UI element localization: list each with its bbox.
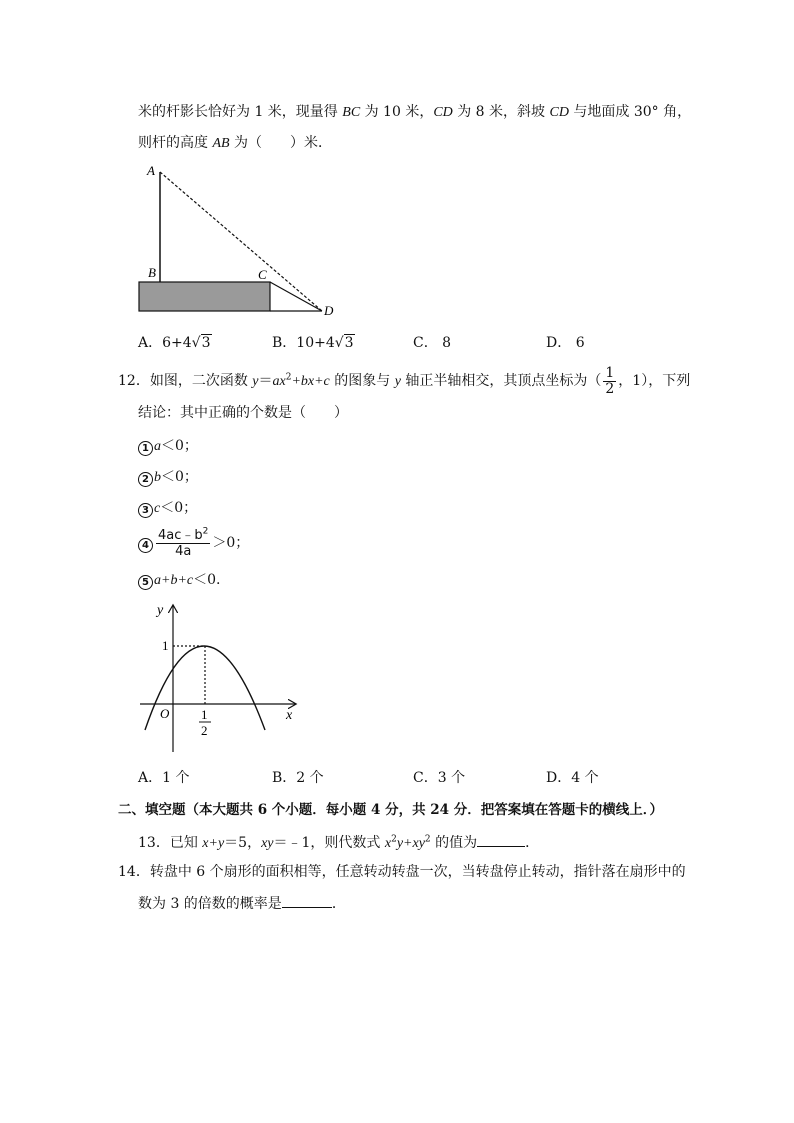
label-b: B	[148, 265, 156, 280]
question-number: 12．	[118, 373, 150, 389]
question-number: 14．	[118, 864, 150, 880]
choice-a[interactable]: A．6+4√3	[138, 335, 211, 351]
y-tick-1: 1	[162, 638, 169, 653]
origin-label: O	[160, 706, 170, 721]
answer-blank[interactable]	[282, 893, 332, 908]
label-a: A	[147, 163, 155, 178]
q12-item-4: 4 $\frac{4ac﹣b^2}{4a}$ ＞0；	[138, 524, 249, 562]
y-axis-label: y	[157, 603, 164, 618]
x-axis-label: x	[286, 708, 293, 723]
vertex-x-fraction: $\frac{1}{2}$	[605, 364, 615, 397]
section-heading: 二、填空题（本大题共 6 个小题．每小题 4 分，共 24 分．把答案填在答题卡的横线上．）	[118, 802, 664, 818]
q12-item-1: 1 a＜0；	[138, 436, 198, 457]
q12-item-2: 2 b＜0；	[138, 467, 198, 488]
q12-text-line-1: 12．如图，二次函数 $y=ax^2+bx+c$ 的图象与 y 轴正半轴相交，其顶点坐标为（ $\frac{1}{2}$ ，1），下列	[118, 364, 691, 397]
q11-text-line-1: 米的杆影长恰好为 1 米，现量得 BC 为 10 米，CD 为 8 米，斜坡 CD 与地面成 30° 角，	[138, 104, 692, 120]
q12-item-3: 3 c＜0；	[138, 498, 197, 519]
sqrt-symbol: √3	[334, 335, 354, 351]
segment-bc: BC	[342, 105, 361, 120]
segment-cd: CD	[549, 105, 569, 120]
choice-c[interactable]: C．3 个	[413, 770, 466, 786]
q12-text-line-2: 结论：其中正确的个数是（ ）	[138, 405, 348, 421]
choice-d[interactable]: D． 6	[546, 335, 585, 351]
q14-text-line-1: 14．转盘中 6 个扇形的面积相等，任意转动转盘一次，当转盘停止转动，指针落在扇形中的	[118, 864, 686, 880]
item-4-fraction: $\frac{4ac﹣b^2}{4a}$	[158, 526, 209, 559]
x-tick-half-den: 2	[201, 723, 208, 738]
q12-item-5: 5 a+b+c＜0.	[138, 570, 220, 591]
sqrt-symbol: √3	[191, 335, 211, 351]
answer-blank[interactable]	[477, 832, 525, 847]
q14-text-line-2: 数为 3 的倍数的概率是 ．	[138, 893, 346, 914]
q12-parabola-graph	[135, 600, 305, 760]
question-number: 13．	[138, 835, 170, 851]
segment-ab: AB	[212, 136, 230, 151]
q11-pole-slope-figure	[130, 158, 350, 318]
x-tick-half-num: 1	[201, 707, 208, 722]
choice-c[interactable]: C． 8	[413, 335, 452, 351]
q11-text-line-2: 则杆的高度 AB 为（ ）米．	[138, 135, 333, 151]
q12-choices	[138, 767, 698, 787]
segment-cd: CD	[433, 105, 453, 120]
slope-cd	[270, 282, 322, 311]
wall-block	[139, 282, 270, 311]
choice-b[interactable]: B．2 个	[272, 770, 324, 786]
choice-d[interactable]: D．4 个	[546, 770, 599, 786]
label-c: C	[258, 267, 267, 282]
choice-b[interactable]: B．10+4√3	[272, 335, 354, 351]
choice-a[interactable]: A．1 个	[138, 770, 190, 786]
q13-text: 13．已知 x+y＝5，xy＝﹣1，则代数式 $x^2y+xy^2$ 的值为 ．	[138, 832, 539, 854]
q11-choices	[138, 332, 698, 352]
label-d: D	[324, 303, 334, 318]
